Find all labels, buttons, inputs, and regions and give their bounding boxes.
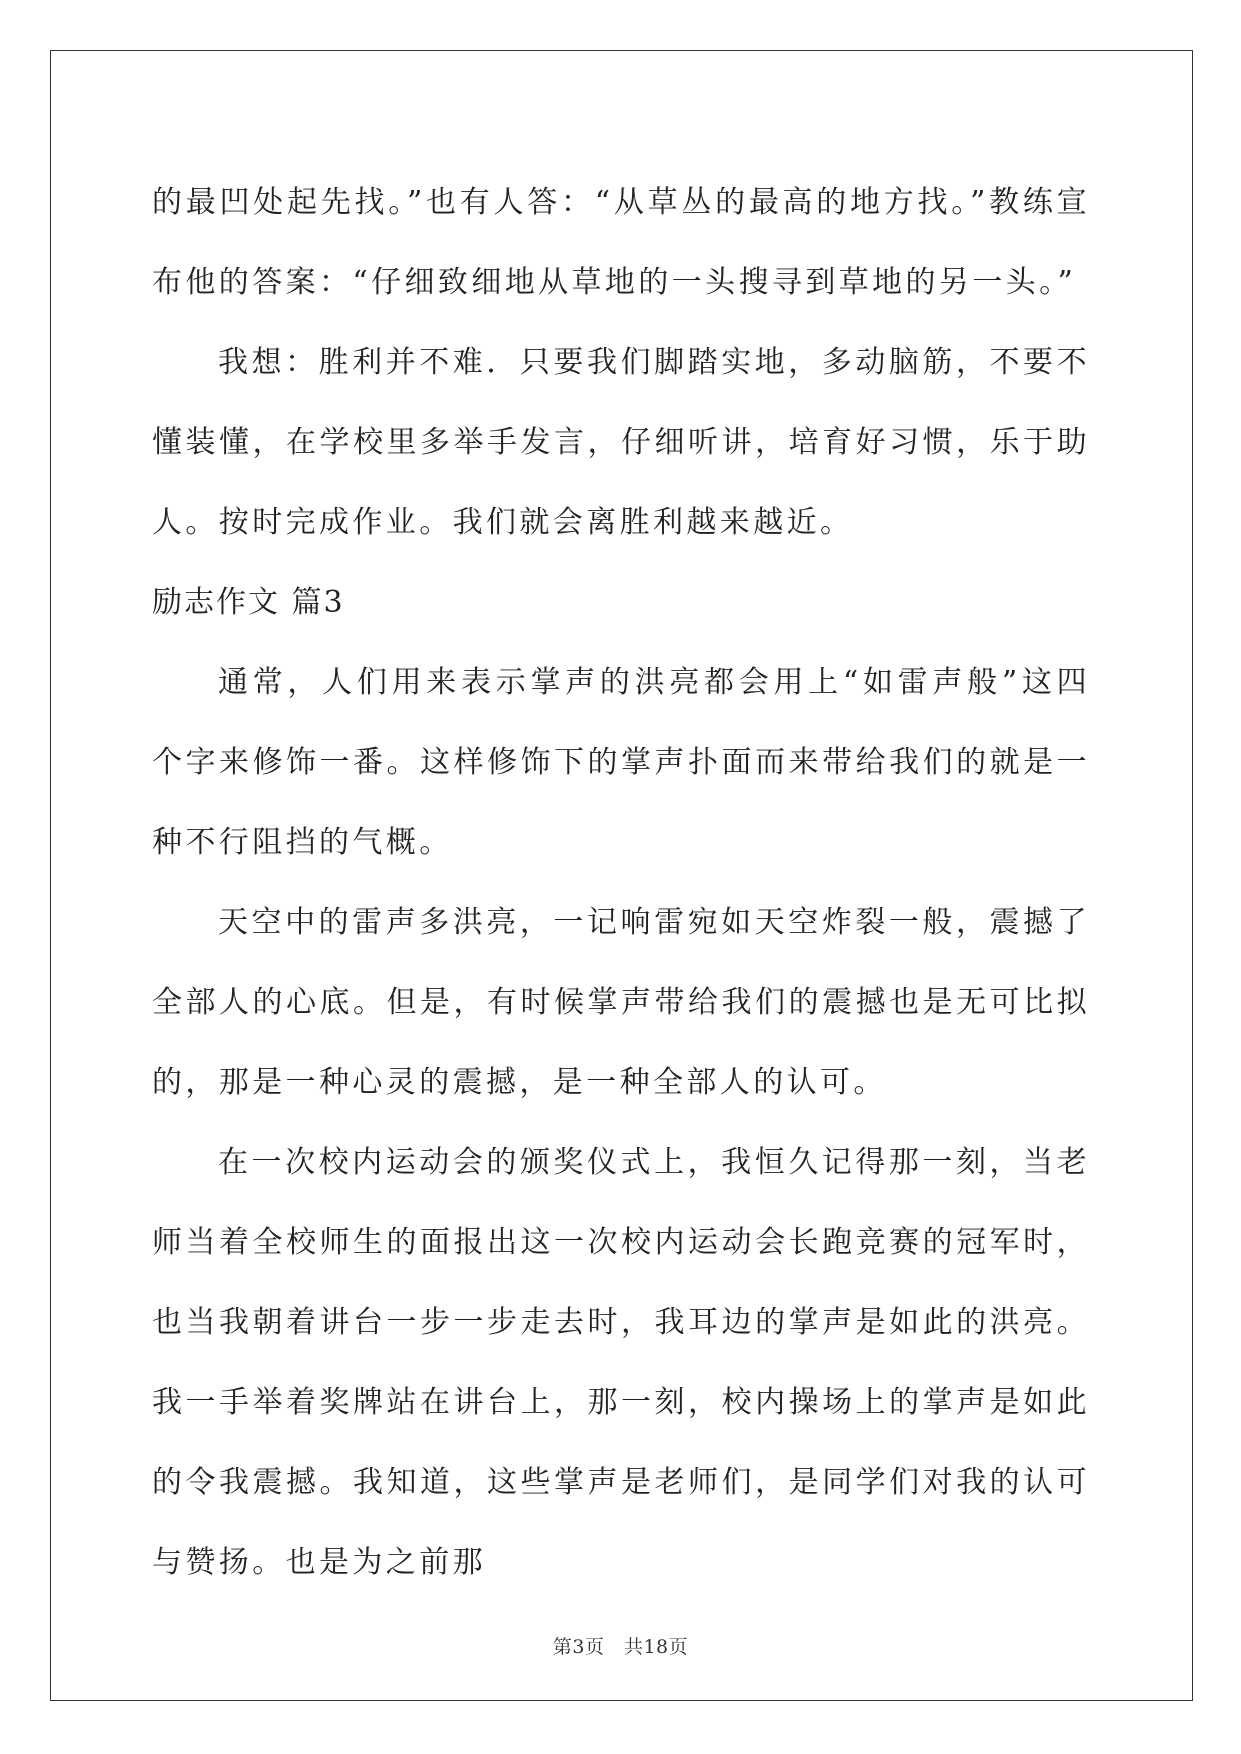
paragraph: 在一次校内运动会的颁奖仪式上，我恒久记得那一刻，当老师当着全校师生的面报出这一次校内运动会长跑竞赛的冠军时，也当我朝着讲台一步一步走去时，我耳边的掌声是如此的洪亮。我一手举着奖牌站在讲台上，那一刻，校内操场上的掌声是如此的令我震撼。我知道，这些掌声是老师们，是同学们对我的认可与赞扬。也是为之前那 xyxy=(152,1145,1090,1580)
paragraph: 通常，人们用来表示掌声的洪亮都会用上“如雷声般”这四个字来修饰一番。这样修饰下的掌声扑面而来带给我们的就是一种不行阻挡的气概。 xyxy=(152,665,1090,860)
paragraph: 天空中的雷声多洪亮，一记响雷宛如天空炸裂一般，震撼了全部人的心底。但是，有时候掌声带给我们的震撼也是无可比拟的，那是一种心灵的震撼，是一种全部人的认可。 xyxy=(152,905,1090,1100)
paragraph: 我想：胜利并不难．只要我们脚踏实地，多动脑筋，不要不懂装懂，在学校里多举手发言，仔细听讲，培育好习惯，乐于助人。按时完成作业。我们就会离胜利越来越近。 xyxy=(152,345,1090,540)
document-body xyxy=(152,163,1090,1603)
section-heading: 励志作文 篇3 xyxy=(152,585,345,620)
paragraph: 的最凹处起先找。”也有人答：“从草丛的最高的地方找。”教练宣布他的答案：“仔细致细地从草地的一头搜寻到草地的另一头。” xyxy=(152,185,1090,300)
page-footer: 第3页 共18页 xyxy=(552,1636,689,1658)
